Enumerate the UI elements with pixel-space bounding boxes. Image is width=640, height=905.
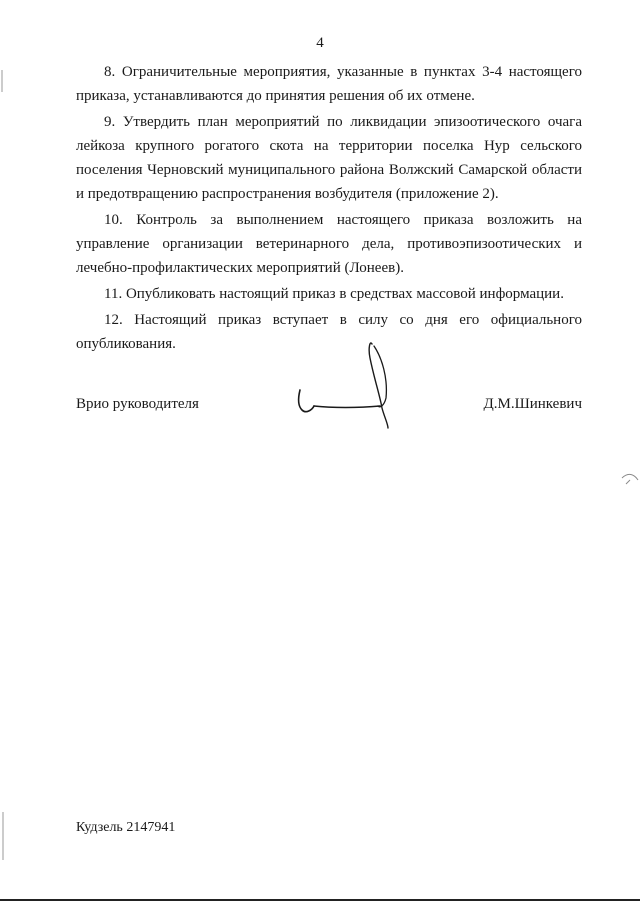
paragraph-12: 12. Настоящий приказ вступает в силу со дня его официального опубликования. [76, 312, 582, 352]
page-number: 4 [316, 35, 324, 51]
paragraph-9: 9. Утвердить план мероприятий по ликвидации эпизоотического очага лейкоза крупного рогатого скота на территории поселка Нур сельского поселения Черновский муниципального района Волжский Самарской области и предотвращению распространения возбудителя (приложение 2). [76, 114, 582, 202]
bottom-edge-line [0, 899, 640, 901]
signatory-name: Д.М.Шинкевич [483, 396, 582, 412]
signatory-title: Врио руководителя [76, 396, 199, 412]
paragraph-10: 10. Контроль за выполнением настоящего приказа возложить на управление организации ветеринарного дела, противоэпизоотических и лечебно-профилактических мероприятий (Лонеев). [76, 212, 582, 276]
executor-note: Кудзель 2147941 [76, 820, 176, 835]
paragraph-8: 8. Ограничительные мероприятия, указанные в пунктах 3-4 настоящего приказа, устанавливаются до принятия решения об их отмене. [76, 64, 582, 104]
paragraph-11: 11. Опубликовать настоящий приказ в средствах массовой информации. [104, 286, 564, 302]
